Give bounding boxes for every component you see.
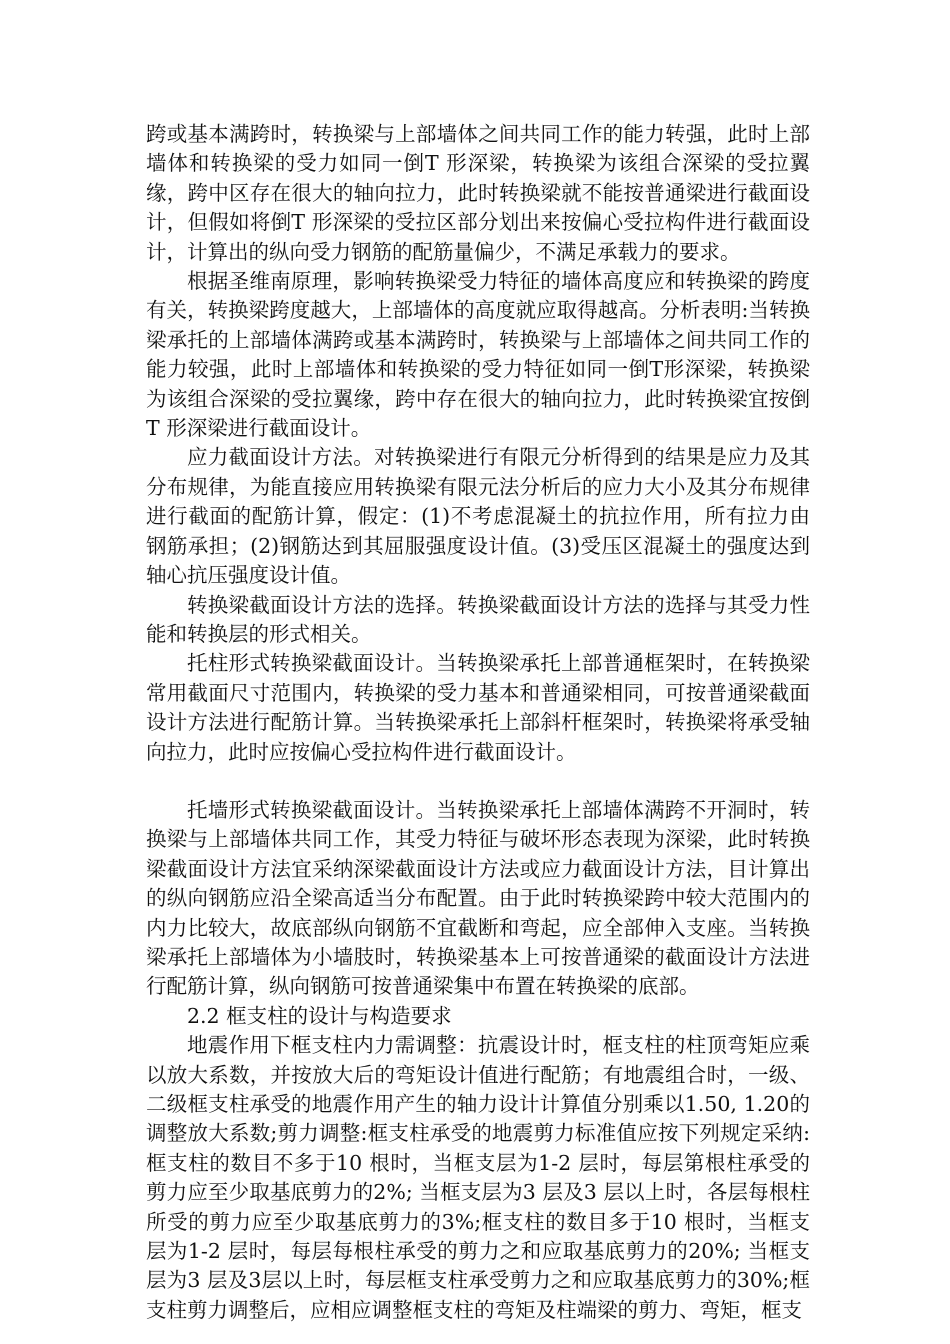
paragraph-4: 转换梁截面设计方法的选择。转换梁截面设计方法的选择与其受力性能和转换层的形式相关。 — [146, 592, 810, 646]
paragraph-5: 托柱形式转换梁截面设计。当转换梁承托上部普通框架时，在转换梁常用截面尺寸范围内，转换梁的受力基本和普通梁相同，可按普通梁截面设计方法进行配筋计算。当转换梁承托上部斜杆框架时，转换梁将承受轴向拉力，此时应按偏心受拉构件进行截面设计。 — [146, 651, 810, 764]
paragraph-2: 根据圣维南原理，影响转换梁受力特征的墙体高度应和转换梁的跨度有关，转换梁跨度越大，上部墙体的高度就应取得越高。分析表明:当转换梁承托的上部墙体满跨或基本满跨时，转换梁与上部墙体之间共同工作的能力较强，此时上部墙体和转换梁的受力特征如同一倒T形深梁，转换梁为该组合深梁的受拉翼缘，跨中存在很大的轴向拉力，此时转换梁宜按倒T 形深梁进行截面设计。 — [146, 269, 810, 441]
paragraph-3: 应力截面设计方法。对转换梁进行有限元分析得到的结果是应力及其分布规律，为能直接应用转换梁有限元法分析后的应力大小及其分布规律进行截面的配筋计算，假定：(1)不考虑混凝土的抗拉作用，所有拉力由钢筋承担；(2)钢筋达到其屈服强度设计值。(3)受压区混凝土的强度达到轴心抗压强度设计值。 — [146, 445, 810, 588]
paragraph-6: 托墙形式转换梁截面设计。当转换梁承托上部墙体满跨不开洞时，转换梁与上部墙体共同工作，其受力特征与破坏形态表现为深梁，此时转换梁截面设计方法宜采纳深梁截面设计方法或应力截面设计方法，目计算出的纵向钢筋应沿全梁高适当分布配置。由于此时转换梁跨中较大范围内的内力比较大，故底部纵向钢筋不宜截断和弯起，应全部伸入支座。当转换梁承托上部墙体为小墙肢时，转换梁基本上可按普通梁的截面设计方法进行配筋计算，纵向钢筋可按普通梁集中布置在转换梁的底部。 — [146, 797, 810, 999]
paragraph-spacer — [146, 767, 810, 796]
section-heading: 2.2 框支柱的设计与构造要求 — [187, 1003, 452, 1028]
paragraph-7: 地震作用下框支柱内力需调整：抗震设计时，框支柱的柱顶弯矩应乘以放大系数，并按放大后的弯矩设计值进行配筋；有地震组合时，一级、二级框支柱承受的地震作用产生的轴力设计计算值分别乘以1.50, 1.20的调整放大系数;剪力调整:框支柱承受的地震剪力标准值应按下列规定采纳:框支柱的数目不多于10 根时，当框支层为1-2 层时，每层第根柱承受的剪力应至少取基底剪力的2%; 当框支层为3 层及3 层以上时，各层每根柱所受的剪力应至少取基底剪力的3%;框支柱的数目多于10 根时，当框支层为1-2 层时，每层每根柱承受的剪力之和应取基底剪力的20%; 当框支层为3 层及3层以上时，每层框支柱承受剪力之和应取基底剪力的30%;框支柱剪力调整后，应相应调整框支柱的弯矩及柱端梁的剪力、弯矩，框支 — [146, 1033, 810, 1322]
paragraph-1: 跨或基本满跨时，转换梁与上部墙体之间共同工作的能力转强，此时上部墙体和转换梁的受力如同一倒T 形深梁，转换梁为该组合深梁的受拉翼缘，跨中区存在很大的轴向拉力，此时转换梁就不能按普通梁进行截面设计，但假如将倒T 形深梁的受拉区部分划出来按偏心受拉构件进行截面设计，计算出的纵向受力钢筋的配筋量偏少，不满足承载力的要求。 — [146, 122, 810, 264]
document-body — [146, 120, 810, 1325]
